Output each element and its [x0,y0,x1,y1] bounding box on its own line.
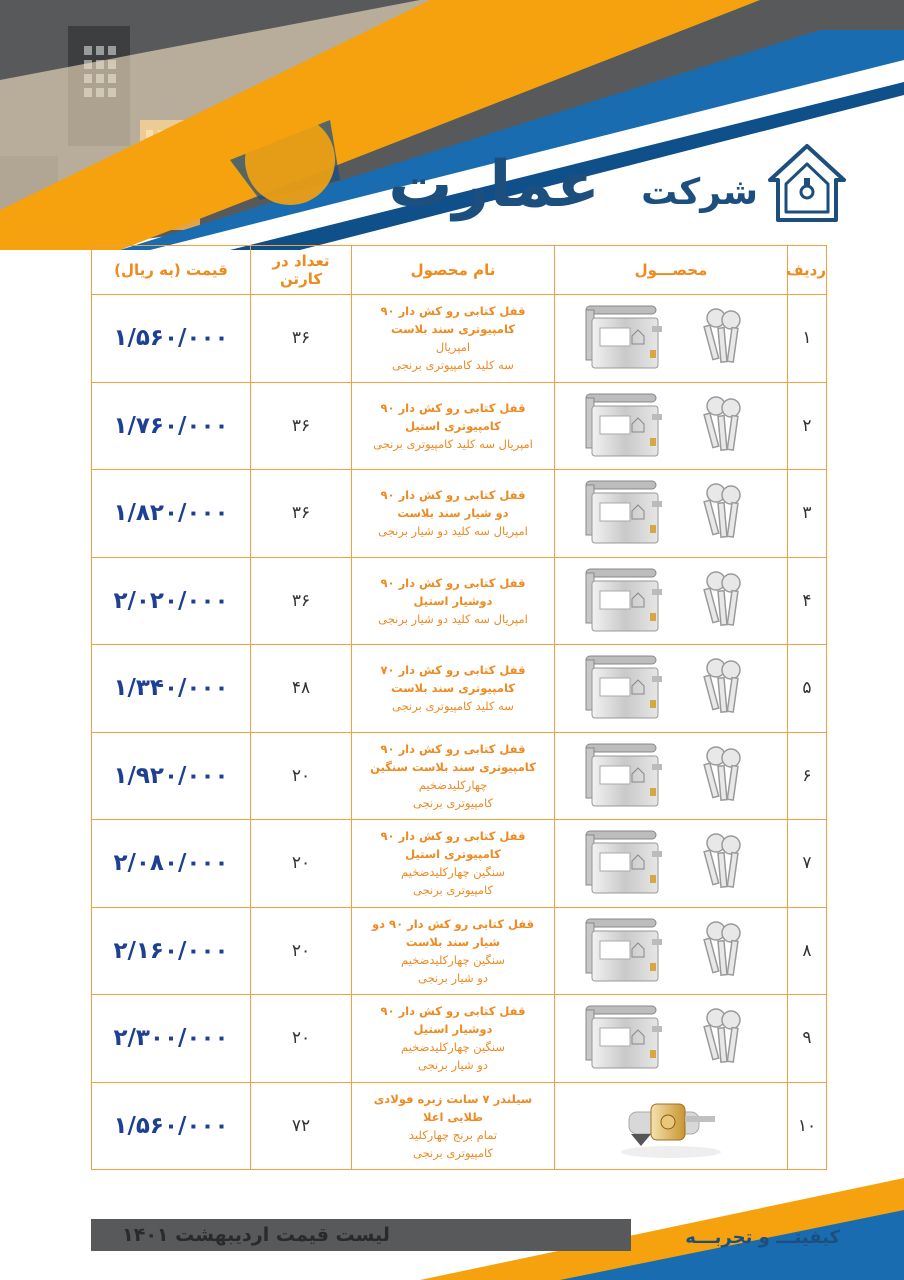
product-name-line4: کامپیوتری برنجی [413,795,493,810]
price: ۲/۳۰۰/۰۰۰ [92,995,251,1083]
product-name-line2: کامپیوتری سند بلاست [391,322,515,337]
product-name-cell [352,295,555,383]
product-name-cell [352,470,555,558]
row-number: ۶ [788,732,827,820]
row-number: ۷ [788,820,827,908]
price-list-title: لیست قیمت اردیبهشت ۱۴۰۱ [122,1224,390,1246]
row-number: ۹ [788,995,827,1083]
product-name-line2: طلایی اعلا [422,1109,484,1124]
product-name-cell [352,382,555,470]
quantity-per-carton: ۲۰ [251,820,352,908]
product-name-line4: امپریال سه کلید کامپیوتری برنجی [373,436,533,451]
product-name-line4: امپریال سه کلید دو شیار برنجی [378,611,528,626]
product-image [555,907,788,995]
quantity-per-carton: ۲۰ [251,907,352,995]
quantity-per-carton: ۲۰ [251,995,352,1083]
product-name-line4: کامپیوتری برنجی [413,1145,493,1160]
product-name-line4: دو شیار برنجی [418,1058,488,1073]
product-image [555,732,788,820]
product-name-line4: کامپیوتری برنجی [413,883,493,898]
product-name-cell [352,820,555,908]
quantity-per-carton: ۳۶ [251,382,352,470]
product-image [555,820,788,908]
row-number: ۱۰ [788,1082,827,1170]
product-name-line1: قفل کتابی رو کش دار ۹۰ [380,575,526,590]
brand-name: عمارت [388,148,600,222]
row-number: ۴ [788,557,827,645]
table-header-row [92,246,827,295]
table-row [92,557,827,645]
product-name-line3: سنگین چهارکلیدضخیم [401,865,505,880]
product-name-cell [352,907,555,995]
price-table [91,245,827,1170]
quantity-per-carton: ۳۶ [251,295,352,383]
brand-header [360,140,850,230]
product-name-line4: دو شیار برنجی [418,970,488,985]
row-number: ۲ [788,382,827,470]
product-name-cell [352,1082,555,1170]
row-number: ۸ [788,907,827,995]
price: ۱/۹۲۰/۰۰۰ [92,732,251,820]
product-name-line1: قفل کتابی رو کش دار ۷۰ [380,663,526,678]
row-number: ۵ [788,645,827,733]
product-name-line1: قفل کتابی رو کش دار ۹۰ [380,304,526,319]
table-row [92,382,827,470]
slogan: کیفیتـــ و تجربـــه [685,1227,840,1248]
product-name-cell [352,995,555,1083]
product-name-line2: شیار سند بلاست [405,934,501,949]
price: ۱/۵۶۰/۰۰۰ [92,295,251,383]
product-name-line1: قفل کتابی رو کش دار ۹۰ [380,488,526,503]
price: ۱/۳۴۰/۰۰۰ [92,645,251,733]
product-image [555,645,788,733]
quantity-per-carton: ۳۶ [251,557,352,645]
price: ۲/۱۶۰/۰۰۰ [92,907,251,995]
product-name-line2: کامپیوتری استیل [405,418,501,433]
quantity-per-carton: ۳۶ [251,470,352,558]
product-name-cell [352,645,555,733]
product-name-line4: سه کلید کامپیوتری برنجی [392,358,514,373]
table-row [92,470,827,558]
product-image [555,382,788,470]
table-row [92,1082,827,1170]
product-name-line3: چهارکلیدضخیم [418,777,488,792]
product-name-line1: قفل کتابی رو کش دار ۹۰ [380,829,526,844]
product-name-line2: کامپیوتری سند بلاست سنگین [370,759,536,774]
price: ۱/۸۲۰/۰۰۰ [92,470,251,558]
product-name-line3: امپریال [435,340,471,355]
house-key-logo-icon [764,140,850,226]
product-name-cell [352,557,555,645]
product-name-line3: سنگین چهارکلیدضخیم [401,1040,505,1055]
row-number: ۳ [788,470,827,558]
product-name-line2: کامپیوتری سند بلاست [391,681,515,696]
price: ۱/۷۶۰/۰۰۰ [92,382,251,470]
header-row-number: ردیف [788,246,827,295]
product-name-line1: قفل کتابی رو کش دار ۹۰ [380,400,526,415]
brand-prefix: شرکت [641,172,758,213]
quantity-per-carton: ۴۸ [251,645,352,733]
product-name-line3: سنگین چهارکلیدضخیم [401,952,505,967]
table-row [92,732,827,820]
product-image [555,557,788,645]
product-name-line4: سه کلید کامپیوتری برنجی [392,699,514,714]
price: ۱/۵۶۰/۰۰۰ [92,1082,251,1170]
table-row [92,907,827,995]
product-image [555,295,788,383]
row-number: ۱ [788,295,827,383]
price: ۲/۰۸۰/۰۰۰ [92,820,251,908]
product-name-line1: قفل کتابی رو کش دار ۹۰ [380,741,526,756]
product-name-line1: سیلندر ۷ سانت زبره فولادی [373,1091,533,1106]
quantity-per-carton: ۲۰ [251,732,352,820]
product-image [555,470,788,558]
product-name-line4: امپریال سه کلید دو شیار برنجی [378,524,528,539]
product-name-line1: قفل کتابی رو کش دار ۹۰ [380,1004,526,1019]
table-row [92,645,827,733]
table-body [92,295,827,1170]
header-product: محصـــول [555,246,788,295]
product-name-cell [352,732,555,820]
header-price: قیمت (به ریال) [92,246,251,295]
price: ۲/۰۲۰/۰۰۰ [92,557,251,645]
table-row [92,995,827,1083]
table-row [92,820,827,908]
product-image [555,1082,788,1170]
quantity-per-carton: ۷۲ [251,1082,352,1170]
header-quantity: تعداد در کارتن [251,246,352,295]
product-name-line3: تمام برنج چهارکلید [408,1127,498,1142]
product-name-line1: قفل کتابی رو کش دار ۹۰ دو [371,916,535,931]
header-product-name: نام محصول [352,246,555,295]
product-image [555,995,788,1083]
product-name-line2: کامپیوتری استیل [405,847,501,862]
product-name-line2: دوشیار استیل [413,1022,493,1037]
product-name-line2: دوشیار استیل [413,593,493,608]
product-name-line2: دو شیار سند بلاست [397,506,509,521]
table-row [92,295,827,383]
